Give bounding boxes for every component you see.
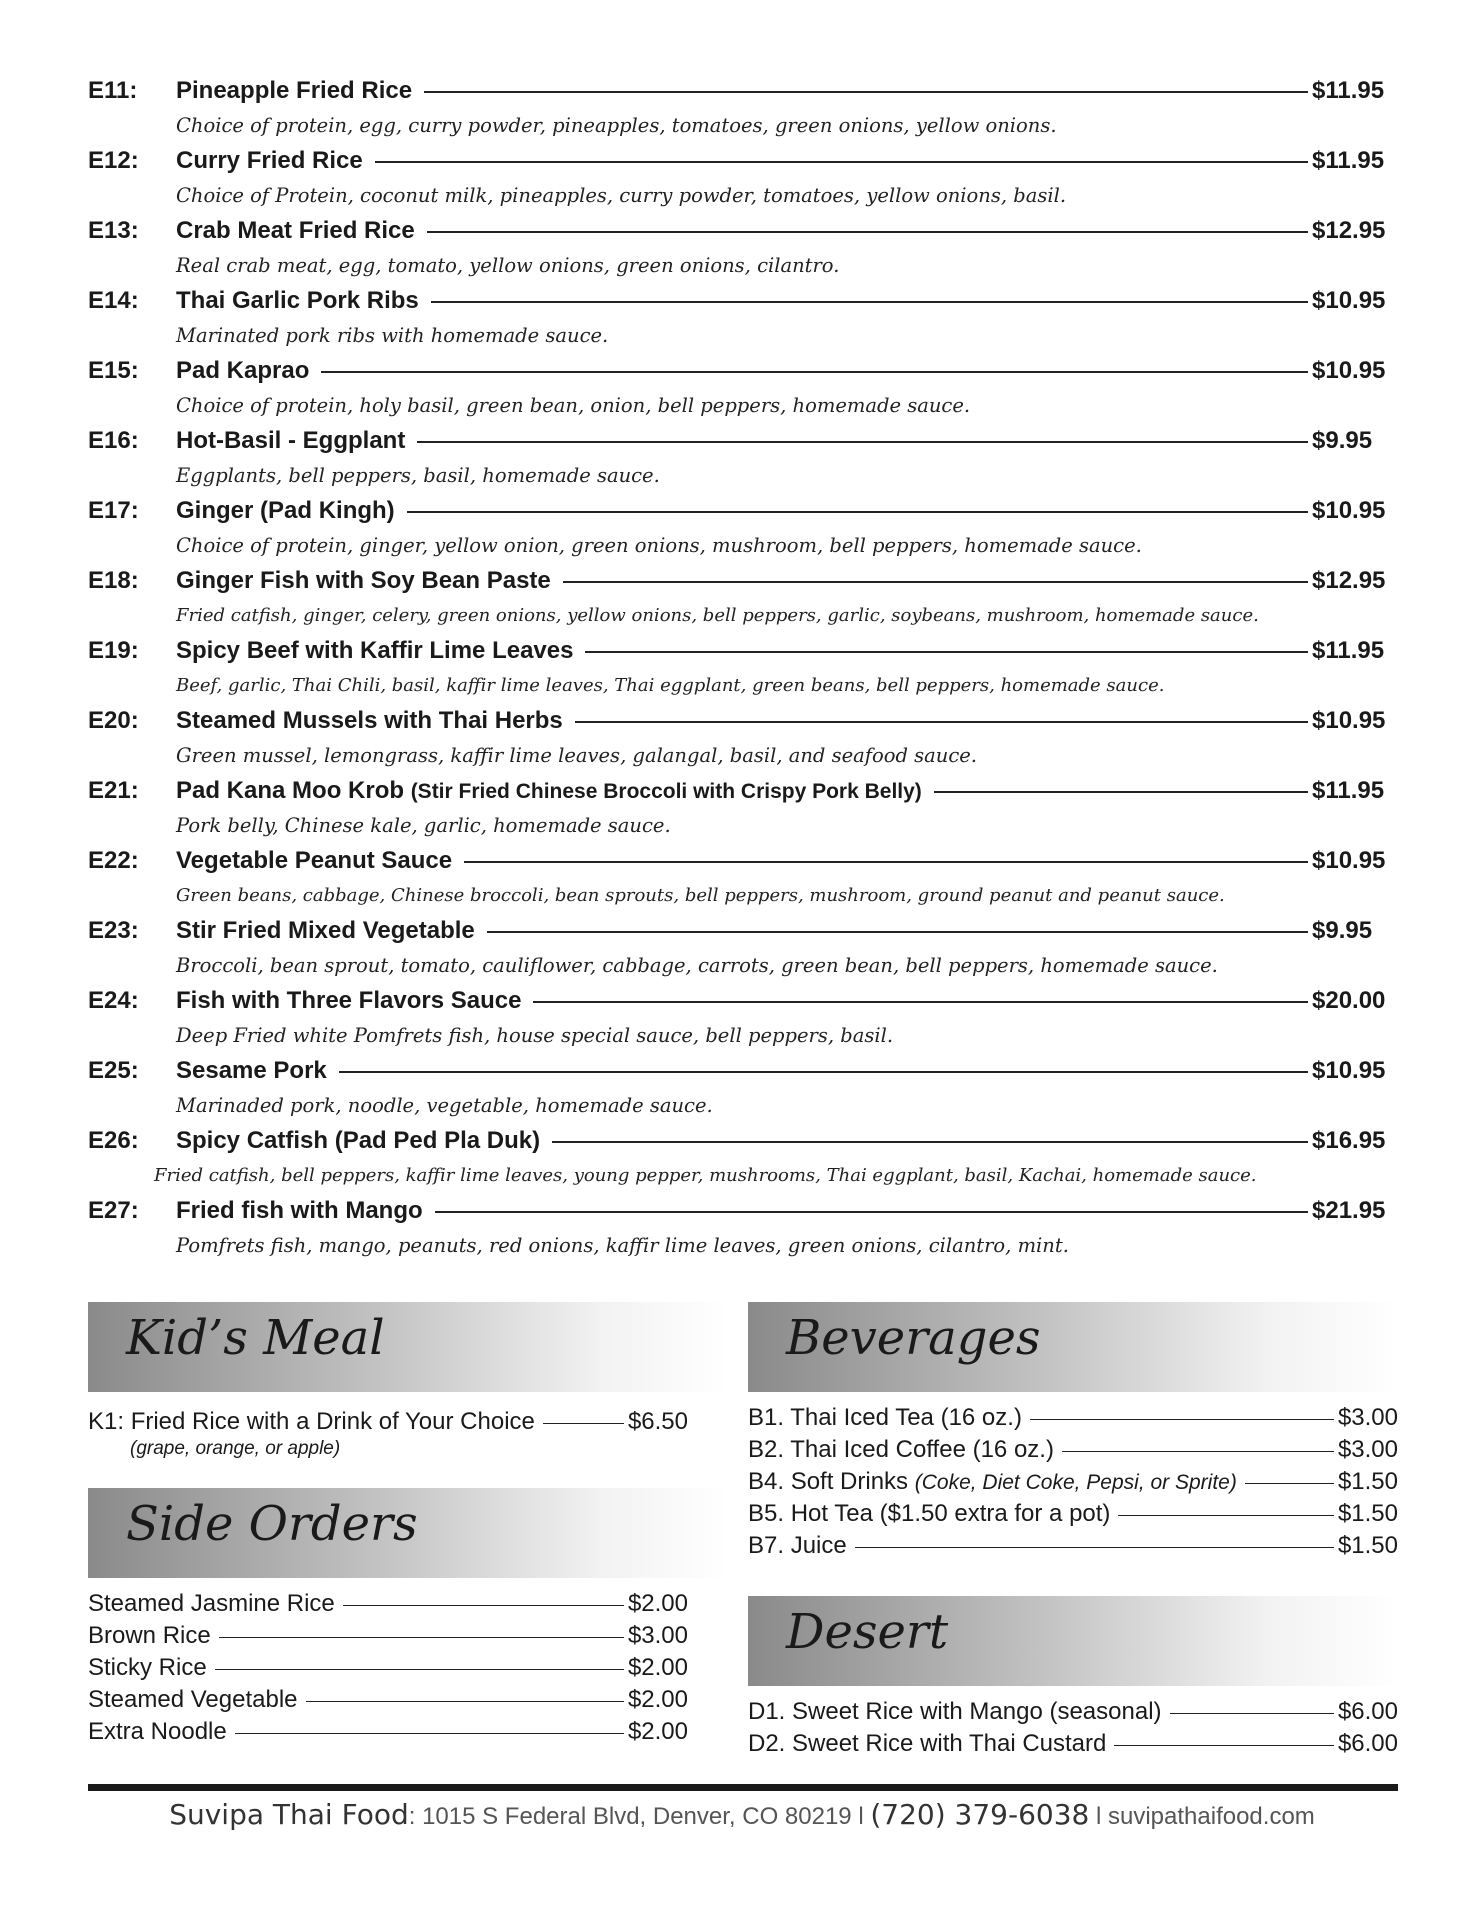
list-item — [748, 1498, 1398, 1530]
leader-line — [1062, 1451, 1334, 1452]
item-code: E19: — [88, 637, 139, 664]
side-item-price: $2.00 — [627, 1590, 688, 1617]
item-name: Vegetable Peanut Sauce — [176, 847, 453, 874]
menu-item — [88, 74, 1398, 144]
leader-line — [1030, 1419, 1334, 1420]
item-name: Pineapple Fried Rice — [176, 77, 413, 104]
item-name: Steamed Mussels with Thai Herbs — [176, 707, 563, 734]
leader-line — [934, 791, 1308, 793]
restaurant-address: : 1015 S Federal Blvd, Denver, CO 80219 l — [408, 1803, 871, 1830]
menu-item — [88, 704, 1398, 774]
list-item — [88, 1406, 688, 1438]
item-price: $12.95 — [1312, 567, 1386, 594]
menu-item — [88, 144, 1398, 214]
item-description: Fried catfish, ginger, celery, green onions, yellow onions, bell peppers, garlic, soybeans, mushroom, homemade sauce. — [176, 605, 1259, 626]
item-code: E12: — [88, 147, 139, 174]
list-item — [748, 1728, 1398, 1760]
beverages-list — [748, 1402, 1398, 1562]
side-orders-header — [88, 1488, 728, 1578]
leader-line — [215, 1669, 624, 1670]
item-code: E13: — [88, 217, 139, 244]
leader-line — [855, 1547, 1334, 1548]
leader-line — [375, 161, 1308, 163]
side-item-name: Brown Rice — [88, 1622, 211, 1649]
desert-list — [748, 1696, 1398, 1760]
beverage-note: (Coke, Diet Coke, Pepsi, or Sprite) — [914, 1471, 1237, 1494]
item-code: E22: — [88, 847, 139, 874]
item-code: E26: — [88, 1127, 139, 1154]
kids-item-price: $6.50 — [627, 1408, 688, 1435]
item-description: Choice of Protein, coconut milk, pineapples, curry powder, tomatoes, yellow onions, basil. — [176, 184, 1067, 207]
item-name: Curry Fried Rice — [176, 147, 363, 174]
desert-name: D2. Sweet Rice with Thai Custard — [748, 1730, 1107, 1757]
leader-line — [424, 91, 1308, 93]
item-description: Choice of protein, ginger, yellow onion, green onions, mushroom, bell peppers, homemade sauce. — [176, 534, 1142, 557]
leader-line — [339, 1071, 1308, 1073]
footer — [0, 1798, 1484, 1831]
menu-item — [88, 914, 1398, 984]
beverage-name-main: B4. Soft Drinks — [748, 1468, 909, 1495]
menu-item — [88, 354, 1398, 424]
leader-line — [431, 301, 1308, 303]
list-item — [88, 1588, 688, 1620]
leader-line — [487, 931, 1308, 933]
desert-name: D1. Sweet Rice with Mango (seasonal) — [748, 1698, 1162, 1725]
beverage-price: $1.50 — [1337, 1468, 1398, 1495]
item-price: $11.95 — [1312, 77, 1385, 104]
item-name: Spicy Catfish (Pad Ped Pla Duk) — [176, 1127, 541, 1154]
item-price: $9.95 — [1312, 427, 1373, 454]
list-item — [88, 1716, 688, 1748]
leader-line — [533, 1001, 1308, 1003]
list-item — [88, 1620, 688, 1652]
side-item-name: Steamed Vegetable — [88, 1686, 298, 1713]
side-item-price: $2.00 — [627, 1654, 688, 1681]
item-description: Real crab meat, egg, tomato, yellow onions, green onions, cilantro. — [176, 254, 840, 277]
side-orders-title: Side Orders — [126, 1496, 418, 1552]
list-item — [748, 1402, 1398, 1434]
entree-list — [88, 74, 1398, 1264]
desert-title: Desert — [786, 1604, 949, 1660]
item-name-main: Pad Kana Moo Krob — [176, 777, 405, 804]
item-code: E18: — [88, 567, 139, 594]
item-name: Spicy Beef with Kaffir Lime Leaves — [176, 637, 574, 664]
side-item-name: Sticky Rice — [88, 1654, 207, 1681]
item-description: Marinaded pork, noodle, vegetable, homemade sauce. — [176, 1094, 713, 1117]
item-name: Stir Fried Mixed Vegetable — [176, 917, 475, 944]
item-price: $21.95 — [1312, 1197, 1386, 1224]
item-name: Thai Garlic Pork Ribs — [176, 287, 419, 314]
item-code: E15: — [88, 357, 139, 384]
item-code: E20: — [88, 707, 139, 734]
restaurant-website: l suvipathaifood.com — [1089, 1803, 1315, 1830]
item-description: Fried catfish, bell peppers, kaffir lime leaves, young pepper, mushrooms, Thai eggplant, basil, Kachai, homemade sauce. — [154, 1165, 1257, 1186]
item-code: E25: — [88, 1057, 139, 1084]
leader-line — [575, 721, 1308, 723]
item-description: Pork belly, Chinese kale, garlic, homemade sauce. — [176, 814, 671, 837]
item-code: E24: — [88, 987, 139, 1014]
kids-meal-list — [88, 1406, 688, 1464]
item-code: E27: — [88, 1197, 139, 1224]
menu-item — [88, 774, 1398, 844]
list-item — [748, 1696, 1398, 1728]
item-description: Marinated pork ribs with homemade sauce. — [176, 324, 609, 347]
item-name: Ginger Fish with Soy Bean Paste — [176, 567, 551, 594]
leader-line — [427, 231, 1308, 233]
side-item-name: Steamed Jasmine Rice — [88, 1590, 335, 1617]
kids-item-name: K1: Fried Rice with a Drink of Your Choice — [88, 1408, 535, 1435]
list-item — [88, 1684, 688, 1716]
leader-line — [543, 1423, 624, 1424]
item-price: $10.95 — [1312, 357, 1386, 384]
kids-item-note: (grape, orange, or apple) — [130, 1438, 341, 1459]
restaurant-phone: (720) 379-6038 — [870, 1798, 1090, 1831]
desert-price: $6.00 — [1337, 1698, 1398, 1725]
beverage-name: B2. Thai Iced Coffee (16 oz.) — [748, 1436, 1054, 1463]
item-price: $11.95 — [1312, 777, 1385, 804]
item-name: Hot-Basil - Eggplant — [176, 427, 406, 454]
item-name-translation: (Stir Fried Chinese Broccoli with Crispy Pork Belly) — [410, 780, 922, 803]
item-price: $11.95 — [1312, 637, 1385, 664]
beverage-name: B5. Hot Tea ($1.50 extra for a pot) — [748, 1500, 1111, 1527]
item-description: Eggplants, bell peppers, basil, homemade sauce. — [176, 464, 660, 487]
item-price: $20.00 — [1312, 987, 1386, 1014]
item-code: E14: — [88, 287, 139, 314]
beverage-name — [748, 1468, 1237, 1496]
item-description: Choice of protein, egg, curry powder, pineapples, tomatoes, green onions, yellow onions. — [176, 114, 1057, 137]
leader-line — [417, 441, 1308, 443]
list-item — [748, 1530, 1398, 1562]
list-item — [88, 1652, 688, 1684]
item-price: $16.95 — [1312, 1127, 1386, 1154]
item-description: Green beans, cabbage, Chinese broccoli, bean sprouts, bell peppers, mushroom, ground peanut and peanut sauce. — [176, 885, 1225, 906]
side-item-price: $3.00 — [627, 1622, 688, 1649]
leader-line — [435, 1211, 1308, 1213]
leader-line — [585, 651, 1308, 653]
list-item — [748, 1466, 1398, 1498]
item-code: E23: — [88, 917, 139, 944]
beverage-price: $1.50 — [1337, 1532, 1398, 1559]
menu-item — [88, 424, 1398, 494]
beverage-price: $3.00 — [1337, 1436, 1398, 1463]
menu-item — [88, 634, 1398, 704]
menu-item — [88, 564, 1398, 634]
item-name — [176, 777, 922, 805]
desert-price: $6.00 — [1337, 1730, 1398, 1757]
menu-item — [88, 494, 1398, 564]
item-name: Fried fish with Mango — [176, 1197, 423, 1224]
beverages-header — [748, 1302, 1398, 1392]
menu-item — [88, 284, 1398, 354]
item-price: $10.95 — [1312, 1057, 1386, 1084]
item-price: $10.95 — [1312, 287, 1386, 314]
side-item-price: $2.00 — [627, 1718, 688, 1745]
side-item-name: Extra Noodle — [88, 1718, 227, 1745]
beverage-name: B1. Thai Iced Tea (16 oz.) — [748, 1404, 1022, 1431]
item-price: $10.95 — [1312, 707, 1386, 734]
list-item — [748, 1434, 1398, 1466]
item-price: $12.95 — [1312, 217, 1386, 244]
menu-item — [88, 984, 1398, 1054]
item-description: Broccoli, bean sprout, tomato, cauliflower, cabbage, carrots, green bean, bell peppers, homemade sauce. — [176, 954, 1218, 977]
leader-line — [563, 581, 1308, 583]
desert-header — [748, 1596, 1398, 1686]
menu-item — [88, 1194, 1398, 1264]
item-description: Deep Fried white Pomfrets fish, house special sauce, bell peppers, basil. — [176, 1024, 894, 1047]
leader-line — [552, 1141, 1308, 1143]
item-code: E17: — [88, 497, 139, 524]
item-price: $9.95 — [1312, 917, 1373, 944]
leader-line — [1114, 1745, 1334, 1746]
leader-line — [1118, 1515, 1334, 1516]
leader-line — [235, 1733, 624, 1734]
item-price: $10.95 — [1312, 847, 1386, 874]
item-description: Beef, garlic, Thai Chili, basil, kaffir lime leaves, Thai eggplant, green beans, bell peppers, homemade sauce. — [176, 675, 1165, 696]
leader-line — [219, 1637, 624, 1638]
beverages-title: Beverages — [786, 1310, 1041, 1366]
item-name: Sesame Pork — [176, 1057, 327, 1084]
leader-line — [343, 1605, 624, 1606]
item-price: $11.95 — [1312, 147, 1385, 174]
menu-item — [88, 844, 1398, 914]
item-description: Pomfrets fish, mango, peanuts, red onions, kaffir lime leaves, green onions, cilantro, mint. — [176, 1234, 1069, 1257]
item-description: Green mussel, lemongrass, kaffir lime leaves, galangal, basil, and seafood sauce. — [176, 744, 977, 767]
item-name: Ginger (Pad Kingh) — [176, 497, 395, 524]
kids-meal-title: Kid’s Meal — [126, 1310, 385, 1366]
leader-line — [1170, 1713, 1334, 1714]
leader-line — [1245, 1483, 1334, 1484]
leader-line — [321, 371, 1308, 373]
menu-item — [88, 1124, 1398, 1194]
item-code: E11: — [88, 77, 138, 104]
item-name: Fish with Three Flavors Sauce — [176, 987, 522, 1014]
item-description: Choice of protein, holy basil, green bean, onion, bell peppers, homemade sauce. — [176, 394, 971, 417]
leader-line — [407, 511, 1308, 513]
menu-item — [88, 1054, 1398, 1124]
item-code: E16: — [88, 427, 139, 454]
item-code: E21: — [88, 777, 139, 804]
item-name: Crab Meat Fried Rice — [176, 217, 415, 244]
menu-item — [88, 214, 1398, 284]
item-name: Pad Kaprao — [176, 357, 310, 384]
beverage-price: $1.50 — [1337, 1500, 1398, 1527]
item-price: $10.95 — [1312, 497, 1386, 524]
beverage-price: $3.00 — [1337, 1404, 1398, 1431]
footer-divider — [88, 1784, 1398, 1791]
restaurant-name: Suvipa Thai Food — [169, 1798, 409, 1831]
side-orders-list — [88, 1588, 688, 1748]
beverage-name: B7. Juice — [748, 1532, 847, 1559]
side-item-price: $2.00 — [627, 1686, 688, 1713]
leader-line — [306, 1701, 624, 1702]
leader-line — [464, 861, 1308, 863]
kids-meal-header — [88, 1302, 728, 1392]
